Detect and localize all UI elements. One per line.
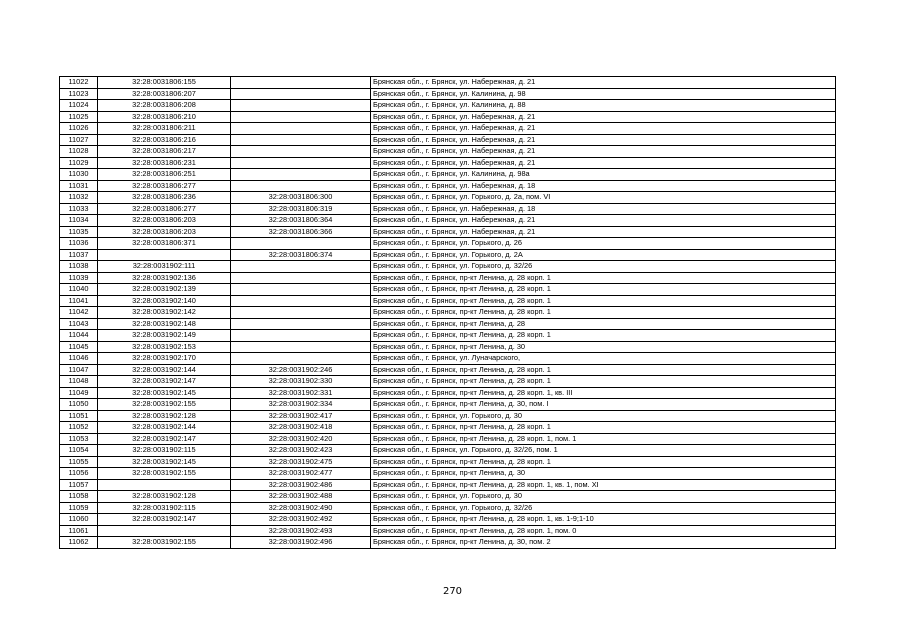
row-number-cell: 11059 [60,502,98,514]
address-cell: Брянская обл., г. Брянск, ул. Набережная, д. 18 [371,180,836,192]
row-number-cell: 11051 [60,410,98,422]
address-cell: Брянская обл., г. Брянск, ул. Горького, д. 30 [371,410,836,422]
address-cell: Брянская обл., г. Брянск, ул. Набережная, д. 21 [371,215,836,227]
cadastral-number-cell: 32:28:0031806:217 [98,146,231,158]
row-number-cell: 11022 [60,77,98,89]
cadastral-number-cell: 32:28:0031902:139 [98,284,231,296]
related-cadastral-number-cell: 32:28:0031902:477 [231,468,371,480]
address-cell: Брянская обл., г. Брянск, ул. Набережная, д. 21 [371,157,836,169]
related-cadastral-number-cell: 32:28:0031902:334 [231,399,371,411]
table-row [60,318,836,330]
related-cadastral-number-cell [231,157,371,169]
row-number-cell: 11054 [60,445,98,457]
table-row [60,353,836,365]
table-row [60,192,836,204]
related-cadastral-number-cell [231,261,371,273]
related-cadastral-number-cell [231,307,371,319]
table-row [60,537,836,549]
row-number-cell: 11026 [60,123,98,135]
cadastral-number-cell: 32:28:0031806:277 [98,203,231,215]
address-cell: Брянская обл., г. Брянск, пр-кт Ленина, д. 28 корп. 1 [371,295,836,307]
row-number-cell: 11045 [60,341,98,353]
related-cadastral-number-cell: 32:28:0031902:246 [231,364,371,376]
table-row [60,330,836,342]
table-row [60,272,836,284]
table-row [60,456,836,468]
cadastral-number-cell: 32:28:0031902:147 [98,433,231,445]
related-cadastral-number-cell: 32:28:0031902:330 [231,376,371,388]
related-cadastral-number-cell: 32:28:0031806:300 [231,192,371,204]
cadastral-number-cell: 32:28:0031902:142 [98,307,231,319]
related-cadastral-number-cell [231,100,371,112]
row-number-cell: 11028 [60,146,98,158]
cadastral-number-cell: 32:28:0031902:149 [98,330,231,342]
cadastral-number-cell: 32:28:0031902:155 [98,399,231,411]
row-number-cell: 11050 [60,399,98,411]
row-number-cell: 11032 [60,192,98,204]
address-cell: Брянская обл., г. Брянск, пр-кт Ленина, д. 30, пом. 2 [371,537,836,549]
cadastral-number-cell: 32:28:0031902:147 [98,514,231,526]
table-row [60,341,836,353]
address-cell: Брянская обл., г. Брянск, ул. Набережная, д. 21 [371,226,836,238]
related-cadastral-number-cell [231,330,371,342]
row-number-cell: 11040 [60,284,98,296]
related-cadastral-number-cell: 32:28:0031902:420 [231,433,371,445]
table-row [60,100,836,112]
row-number-cell: 11023 [60,88,98,100]
cadastral-number-cell: 32:28:0031806:155 [98,77,231,89]
related-cadastral-number-cell: 32:28:0031902:492 [231,514,371,526]
address-cell: Брянская обл., г. Брянск, пр-кт Ленина, д. 28 корп. 1 [371,330,836,342]
related-cadastral-number-cell [231,77,371,89]
table-row [60,88,836,100]
table-row [60,525,836,537]
address-cell: Брянская обл., г. Брянск, пр-кт Ленина, д. 28 корп. 1, кв. 1, пом. XI [371,479,836,491]
table-row [60,491,836,503]
cadastral-number-cell: 32:28:0031902:144 [98,364,231,376]
table-row [60,284,836,296]
cadastral-number-cell: 32:28:0031806:371 [98,238,231,250]
address-cell: Брянская обл., г. Брянск, пр-кт Ленина, д. 28 корп. 1 [371,284,836,296]
cadastral-number-cell: 32:28:0031902:136 [98,272,231,284]
related-cadastral-number-cell [231,341,371,353]
row-number-cell: 11024 [60,100,98,112]
row-number-cell: 11036 [60,238,98,250]
address-cell: Брянская обл., г. Брянск, пр-кт Ленина, д. 28 корп. 1 [371,272,836,284]
cadastral-number-cell: 32:28:0031806:251 [98,169,231,181]
row-number-cell: 11043 [60,318,98,330]
related-cadastral-number-cell [231,295,371,307]
row-number-cell: 11046 [60,353,98,365]
cadastral-number-cell: 32:28:0031902:170 [98,353,231,365]
address-cell: Брянская обл., г. Брянск, ул. Калинина, д. 98а [371,169,836,181]
related-cadastral-number-cell: 32:28:0031806:366 [231,226,371,238]
address-cell: Брянская обл., г. Брянск, пр-кт Ленина, д. 28 корп. 1 [371,456,836,468]
table-row [60,364,836,376]
row-number-cell: 11047 [60,364,98,376]
row-number-cell: 11060 [60,514,98,526]
cadastral-number-cell: 32:28:0031902:144 [98,422,231,434]
related-cadastral-number-cell [231,146,371,158]
table-row [60,502,836,514]
address-cell: Брянская обл., г. Брянск, ул. Набережная, д. 21 [371,111,836,123]
table-row [60,134,836,146]
related-cadastral-number-cell [231,238,371,250]
related-cadastral-number-cell: 32:28:0031902:331 [231,387,371,399]
address-cell: Брянская обл., г. Брянск, ул. Набережная, д. 21 [371,123,836,135]
cadastral-number-cell: 32:28:0031902:115 [98,502,231,514]
address-cell: Брянская обл., г. Брянск, пр-кт Ленина, д. 28 корп. 1 [371,307,836,319]
page-number: 270 [442,586,463,597]
address-cell: Брянская обл., г. Брянск, ул. Набережная, д. 21 [371,134,836,146]
row-number-cell: 11025 [60,111,98,123]
cadastral-number-cell: 32:28:0031806:203 [98,215,231,227]
table-row [60,376,836,388]
cadastral-number-cell: 32:28:0031806:236 [98,192,231,204]
cadastral-number-cell [98,525,231,537]
cadastral-number-cell: 32:28:0031902:128 [98,410,231,422]
table-row [60,479,836,491]
table-row [60,111,836,123]
cadastral-number-cell: 32:28:0031902:148 [98,318,231,330]
address-cell: Брянская обл., г. Брянск, пр-кт Ленина, д. 30, пом. I [371,399,836,411]
cadastral-number-cell: 32:28:0031806:207 [98,88,231,100]
address-cell: Брянская обл., г. Брянск, ул. Луначарского, [371,353,836,365]
address-cell: Брянская обл., г. Брянск, ул. Горького, д. 26 [371,238,836,250]
address-cell: Брянская обл., г. Брянск, ул. Калинина, д. 98 [371,88,836,100]
row-number-cell: 11061 [60,525,98,537]
cadastral-number-cell: 32:28:0031902:140 [98,295,231,307]
row-number-cell: 11042 [60,307,98,319]
related-cadastral-number-cell: 32:28:0031806:374 [231,249,371,261]
table-row [60,445,836,457]
table-row [60,146,836,158]
address-cell: Брянская обл., г. Брянск, ул. Набережная, д. 18 [371,203,836,215]
related-cadastral-number-cell [231,169,371,181]
address-cell: Брянская обл., г. Брянск, пр-кт Ленина, д. 28 корп. 1 [371,364,836,376]
related-cadastral-number-cell [231,180,371,192]
row-number-cell: 11053 [60,433,98,445]
table-row [60,307,836,319]
registry-table-body [60,77,836,549]
related-cadastral-number-cell: 32:28:0031902:490 [231,502,371,514]
address-cell: Брянская обл., г. Брянск, пр-кт Ленина, д. 28 [371,318,836,330]
table-row [60,157,836,169]
related-cadastral-number-cell [231,123,371,135]
row-number-cell: 11034 [60,215,98,227]
related-cadastral-number-cell: 32:28:0031902:418 [231,422,371,434]
cadastral-number-cell: 32:28:0031902:115 [98,445,231,457]
address-cell: Брянская обл., г. Брянск, пр-кт Ленина, д. 28 корп. 1, пом. 0 [371,525,836,537]
cadastral-number-cell: 32:28:0031806:216 [98,134,231,146]
address-cell: Брянская обл., г. Брянск, ул. Горького, д. 2А [371,249,836,261]
table-row [60,226,836,238]
related-cadastral-number-cell: 32:28:0031806:364 [231,215,371,227]
table-row [60,295,836,307]
cadastral-number-cell: 32:28:0031806:210 [98,111,231,123]
table-row [60,468,836,480]
related-cadastral-number-cell [231,111,371,123]
address-cell: Брянская обл., г. Брянск, пр-кт Ленина, д. 28 корп. 1, кв. 1-9;1-10 [371,514,836,526]
cadastral-number-cell [98,479,231,491]
cadastral-number-cell: 32:28:0031902:111 [98,261,231,273]
address-cell: Брянская обл., г. Брянск, ул. Набережная, д. 21 [371,146,836,158]
related-cadastral-number-cell [231,134,371,146]
table-row [60,410,836,422]
address-cell: Брянская обл., г. Брянск, пр-кт Ленина, д. 28 корп. 1, кв. III [371,387,836,399]
related-cadastral-number-cell: 32:28:0031902:417 [231,410,371,422]
address-cell: Брянская обл., г. Брянск, ул. Калинина, д. 88 [371,100,836,112]
cadastral-number-cell: 32:28:0031902:128 [98,491,231,503]
table-row [60,215,836,227]
row-number-cell: 11057 [60,479,98,491]
row-number-cell: 11048 [60,376,98,388]
row-number-cell: 11055 [60,456,98,468]
row-number-cell: 11030 [60,169,98,181]
row-number-cell: 11062 [60,537,98,549]
related-cadastral-number-cell: 32:28:0031806:319 [231,203,371,215]
cadastral-number-cell: 32:28:0031902:145 [98,387,231,399]
related-cadastral-number-cell: 32:28:0031902:475 [231,456,371,468]
address-cell: Брянская обл., г. Брянск, пр-кт Ленина, д. 28 корп. 1 [371,422,836,434]
related-cadastral-number-cell: 32:28:0031902:488 [231,491,371,503]
row-number-cell: 11052 [60,422,98,434]
row-number-cell: 11039 [60,272,98,284]
related-cadastral-number-cell: 32:28:0031902:493 [231,525,371,537]
cadastral-number-cell: 32:28:0031902:153 [98,341,231,353]
address-cell: Брянская обл., г. Брянск, ул. Горького, д. 32/26 [371,261,836,273]
related-cadastral-number-cell [231,272,371,284]
cadastral-number-cell: 32:28:0031902:155 [98,537,231,549]
table-row [60,261,836,273]
cadastral-number-cell: 32:28:0031806:231 [98,157,231,169]
cadastral-number-cell: 32:28:0031806:208 [98,100,231,112]
table-row [60,249,836,261]
table-row [60,169,836,181]
table-row [60,238,836,250]
related-cadastral-number-cell [231,88,371,100]
table-row [60,180,836,192]
cadastral-number-cell [98,249,231,261]
address-cell: Брянская обл., г. Брянск, пр-кт Ленина, д. 30 [371,468,836,480]
address-cell: Брянская обл., г. Брянск, ул. Горького, д. 30 [371,491,836,503]
table-row [60,387,836,399]
cadastral-number-cell: 32:28:0031806:203 [98,226,231,238]
cadastral-registry-table [59,76,836,549]
table-row [60,123,836,135]
related-cadastral-number-cell: 32:28:0031902:486 [231,479,371,491]
table-row [60,514,836,526]
address-cell: Брянская обл., г. Брянск, ул. Набережная, д. 21 [371,77,836,89]
table-row [60,433,836,445]
row-number-cell: 11058 [60,491,98,503]
table-row [60,399,836,411]
address-cell: Брянская обл., г. Брянск, ул. Горького, д. 2а, пом. VI [371,192,836,204]
row-number-cell: 11033 [60,203,98,215]
row-number-cell: 11035 [60,226,98,238]
row-number-cell: 11031 [60,180,98,192]
address-cell: Брянская обл., г. Брянск, пр-кт Ленина, д. 28 корп. 1, пом. 1 [371,433,836,445]
cadastral-number-cell: 32:28:0031902:147 [98,376,231,388]
row-number-cell: 11049 [60,387,98,399]
address-cell: Брянская обл., г. Брянск, пр-кт Ленина, д. 28 корп. 1 [371,376,836,388]
cadastral-number-cell: 32:28:0031902:145 [98,456,231,468]
related-cadastral-number-cell [231,353,371,365]
row-number-cell: 11041 [60,295,98,307]
row-number-cell: 11029 [60,157,98,169]
table-row [60,77,836,89]
cadastral-number-cell: 32:28:0031902:155 [98,468,231,480]
related-cadastral-number-cell [231,284,371,296]
row-number-cell: 11044 [60,330,98,342]
row-number-cell: 11038 [60,261,98,273]
table-row [60,422,836,434]
address-cell: Брянская обл., г. Брянск, ул. Горького, д. 32/26 [371,502,836,514]
cadastral-number-cell: 32:28:0031806:211 [98,123,231,135]
address-cell: Брянская обл., г. Брянск, ул. Горького, д. 32/26, пом. 1 [371,445,836,457]
cadastral-number-cell: 32:28:0031806:277 [98,180,231,192]
table-row [60,203,836,215]
row-number-cell: 11027 [60,134,98,146]
row-number-cell: 11037 [60,249,98,261]
address-cell: Брянская обл., г. Брянск, пр-кт Ленина, д. 30 [371,341,836,353]
related-cadastral-number-cell [231,318,371,330]
related-cadastral-number-cell: 32:28:0031902:496 [231,537,371,549]
row-number-cell: 11056 [60,468,98,480]
related-cadastral-number-cell: 32:28:0031902:423 [231,445,371,457]
